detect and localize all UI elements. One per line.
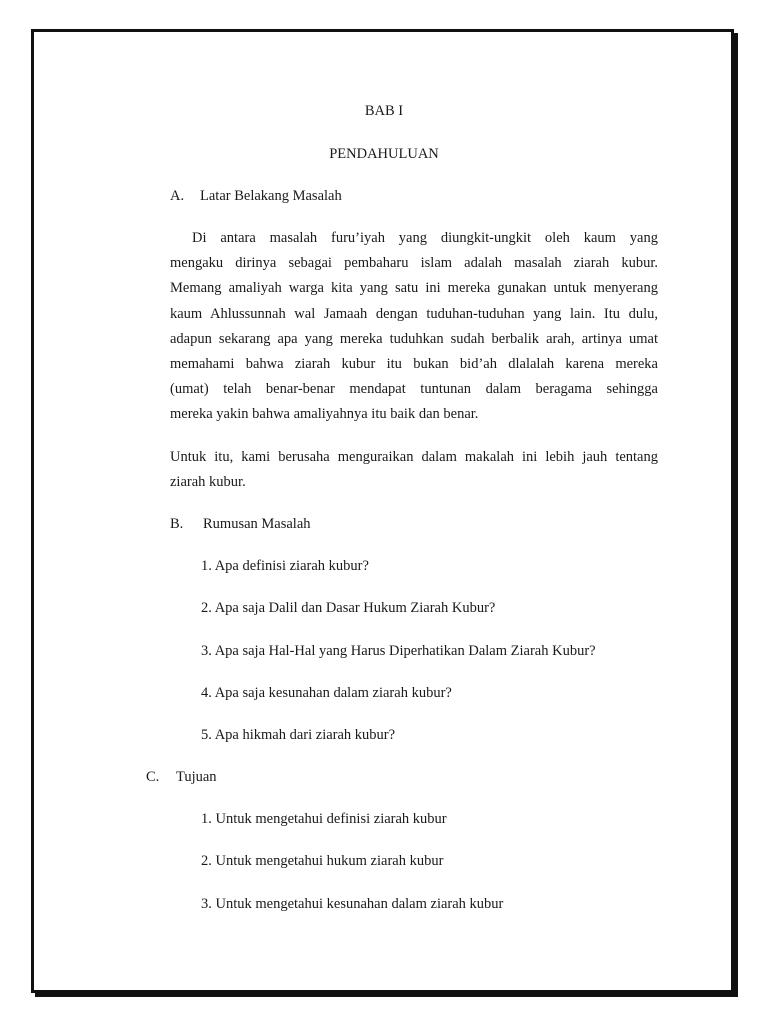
paragraph-line: Di antara masalah furu’iyah yang diungkit-ungkit oleh kaum yang <box>192 230 658 246</box>
list-item: 1. Untuk mengetahui definisi ziarah kubur <box>201 811 447 827</box>
section-c-heading: Tujuan <box>176 769 217 785</box>
list-item: 1. Apa definisi ziarah kubur? <box>201 558 369 574</box>
paragraph-line: Memang amaliyah warga kita yang satu ini mereka gunakan untuk menyerang <box>170 280 658 297</box>
paragraph-line: memahami bahwa ziarah kubur itu bukan bid’ah dlalalah karena mereka <box>170 356 658 373</box>
list-item: 3. Apa saja Hal-Hal yang Harus Diperhatikan Dalam Ziarah Kubur? <box>201 643 596 659</box>
list-item: 4. Apa saja kesunahan dalam ziarah kubur? <box>201 685 452 701</box>
paragraph-line: (umat) telah benar-benar mendapat tuntunan dalam beragama sehingga <box>170 381 658 398</box>
paragraph-line: ziarah kubur. <box>170 474 246 491</box>
list-item: 2. Apa saja Dalil dan Dasar Hukum Ziarah Kubur? <box>201 600 496 616</box>
section-b-marker: B. <box>170 516 184 532</box>
list-item: 2. Untuk mengetahui hukum ziarah kubur <box>201 853 444 869</box>
chapter-label: BAB I <box>364 103 404 119</box>
list-item: 5. Apa hikmah dari ziarah kubur? <box>201 727 396 743</box>
list-item: 3. Untuk mengetahui kesunahan dalam ziarah kubur <box>201 896 504 912</box>
section-b-heading: Rumusan Masalah <box>203 516 311 532</box>
section-a-marker: A. <box>170 188 185 204</box>
paragraph-line: mereka yakin bahwa amaliyahnya itu baik dan benar. <box>170 406 479 423</box>
paragraph-line: kaum Ahlussunnah wal Jamaah dengan tuduhan-tuduhan yang lain. Itu dulu, <box>170 305 658 322</box>
section-c-marker: C. <box>146 769 160 785</box>
purpose-paragraph <box>170 445 658 495</box>
section-a-heading: Latar Belakang Masalah <box>200 188 342 204</box>
paragraph-line: mengaku dirinya sebagai pembaharu islam adalah masalah ziarah kubur. <box>170 255 658 272</box>
paragraph-line: Untuk itu, kami berusaha menguraikan dalam makalah ini lebih jauh tentang <box>170 449 658 465</box>
paragraph-line: adapun sekarang apa yang mereka tuduhkan sudah berbalik arah, artinya umat <box>170 330 658 347</box>
background-paragraph <box>170 226 658 428</box>
page-title: PENDAHULUAN <box>329 146 439 162</box>
page-border <box>31 29 734 993</box>
